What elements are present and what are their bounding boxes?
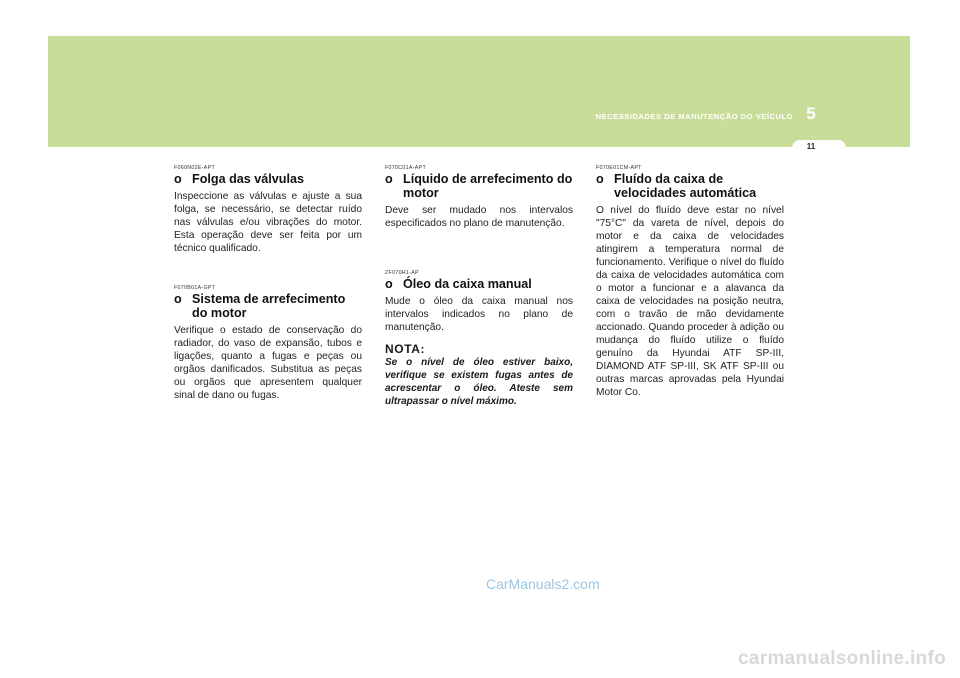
section-heading-text: Folga das válvulas [192, 172, 304, 186]
bullet-icon: o [385, 277, 393, 291]
page-number: 11 [806, 142, 816, 151]
section-heading [174, 172, 362, 186]
section-code: F060N02E-APT [174, 165, 215, 171]
bullet-icon: o [174, 292, 182, 306]
section-manual-gearbox-oil [385, 270, 573, 408]
section-automatic-fluid [596, 165, 784, 399]
section-code: F070E01CM-APT [596, 165, 642, 171]
section-body: Inspeccione as válvulas e ajuste a sua folga, se necessário, se detectar ruído nas válvulas e/ou vibrações do motor. Esta operação deve ser feita por um técnico qualificado. [174, 191, 362, 254]
section-body: Deve ser mudado nos intervalos especificados no plano de manutenção. [385, 205, 573, 229]
section-heading [174, 292, 362, 320]
section-valve-clearance [174, 165, 362, 255]
watermark-carmanuals2[interactable]: CarManuals2.com [486, 576, 600, 592]
section-heading [385, 172, 573, 200]
section-heading-text: Fluído da caixa de velocidades automática [614, 172, 757, 200]
section-code: F070C01A-APT [385, 165, 426, 171]
section-heading-text: Óleo da caixa manual [403, 277, 532, 291]
header-band [48, 36, 910, 147]
watermark-carmanualsonline[interactable]: carmanualsonline.info [738, 648, 946, 669]
section-heading-text: Sistema de arrefecimento do motor [192, 292, 346, 320]
note-title: NOTA: [385, 342, 426, 356]
section-body: O nível do fluído deve estar no nível "75°C" da vareta de nível, depois do motor e da caixa de velocidades atingirem a temperatura normal de funcionamento. Verifique o nível do fluído da caixa de velocidades automática com o motor a funcionar e a alavanca da caixa de velocidades na posição neutra, com o travão de mão devidamente accionado. Quando proceder à adição ou mudança do fluído utilize o fluído genuíno da Hyundai ATF SP-III, DIAMOND ATF SP-III, SK ATF SP-III ou outras marcas aprovadas pela Hyundai Motor Co. [596, 205, 784, 398]
section-code: ZF070H1-AP [385, 270, 419, 276]
section-heading [596, 172, 784, 200]
section-body: Verifique o estado de conservação do radiador, do vaso de expansão, tubos e ligações, quanto a fugas e peças ou orgãos danificados. Substitua as peças ou orgãos que apresentem qualquer sinal de dano ou fugas. [174, 325, 362, 401]
bullet-icon: o [385, 172, 393, 186]
section-cooling-system [174, 285, 362, 402]
chapter-number: 5 [806, 104, 816, 123]
chapter-title: NECESSIDADES DE MANUTENÇÃO DO VEÍCULO [595, 112, 793, 121]
section-coolant [385, 165, 573, 230]
note-body: Se o nível de óleo estiver baixo, verifique se existem fugas antes de acrescentar o óleo. Ateste sem ultrapassar o nível máximo. [385, 357, 573, 407]
section-heading-text: Líquido de arrefecimento do motor [403, 172, 573, 200]
section-body: Mude o óleo da caixa manual nos intervalos indicados no plano de manutenção. [385, 296, 573, 333]
bullet-icon: o [596, 172, 604, 186]
section-heading [385, 277, 573, 291]
section-code: F070B01A-GPT [174, 285, 216, 291]
bullet-icon: o [174, 172, 182, 186]
